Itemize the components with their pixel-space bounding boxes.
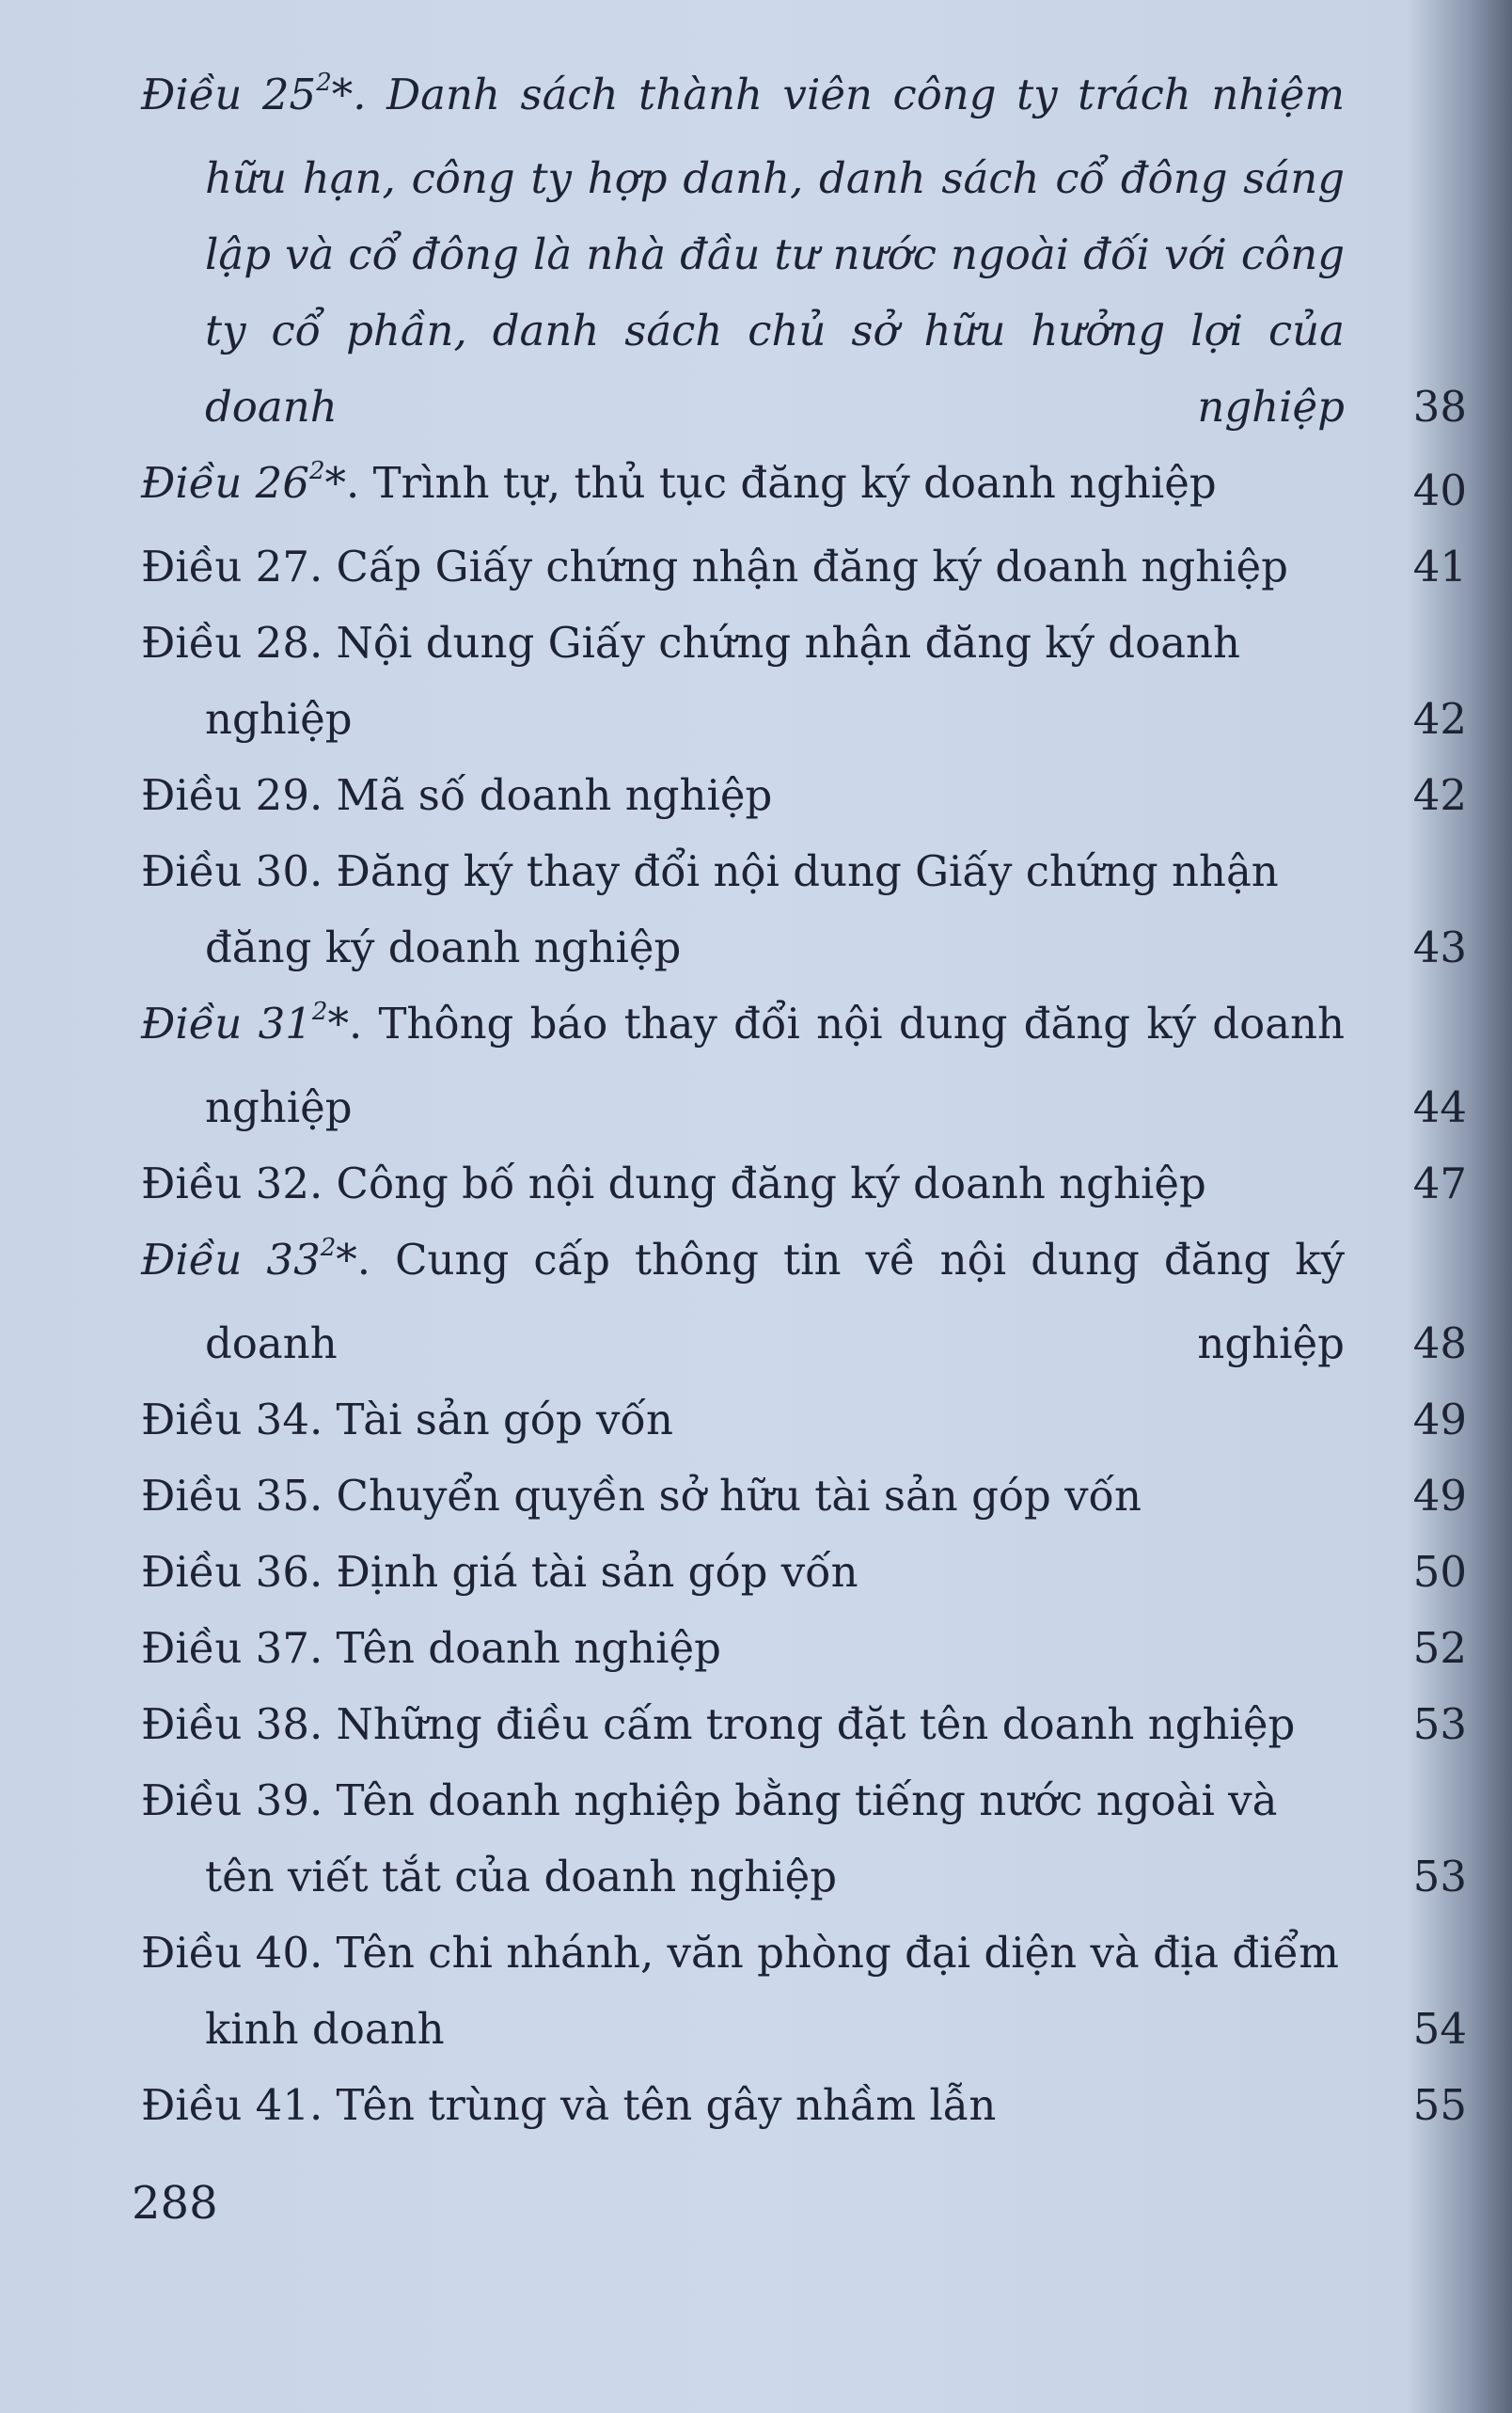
- toc-entry-title: Điều 29. Mã số doanh nghiệp: [141, 770, 773, 820]
- toc-page-number: 49: [1412, 1471, 1467, 1521]
- toc-page-number: 43: [1412, 923, 1467, 972]
- toc-page-number: 42: [1412, 770, 1467, 820]
- article-number: Điều 26: [141, 458, 309, 508]
- toc-entry: [141, 986, 1467, 1145]
- toc-entry-title: [141, 56, 1410, 445]
- article-title: *. Thông báo thay đổi nội dung đăng ký doanh nghiệp: [205, 999, 1345, 1132]
- table-of-contents: [141, 56, 1467, 2143]
- toc-page-number: 52: [1412, 1623, 1467, 1673]
- article-number: Điều 33: [141, 1235, 321, 1285]
- toc-entry: [141, 528, 1467, 605]
- toc-entry-title: Điều 34. Tài sản góp vốn: [141, 1395, 673, 1444]
- page-number: 288: [132, 2177, 218, 2230]
- toc-entry: [141, 2067, 1467, 2143]
- toc-entry-title: [141, 986, 1410, 1145]
- toc-entry-title: Điều 30. Đăng ký thay đổi nội dung Giấy chứng nhận đăng ký doanh nghiệp: [141, 846, 1279, 972]
- toc-entry: [141, 605, 1467, 757]
- toc-page-number: 42: [1412, 694, 1467, 744]
- toc-page-number: 53: [1412, 1852, 1467, 1901]
- toc-entry: [141, 1458, 1467, 1534]
- toc-entry: [141, 757, 1467, 833]
- article-title: *. Danh sách thành viên công ty trách nhiệm hữu hạn, công ty hợp danh, danh sách cổ đông sáng lập và cổ đông là nhà đầu tư nước ngoài đối với công ty cổ phần, danh sách chủ sở hữu hưởng lợi của doanh nghiệp: [205, 70, 1345, 432]
- toc-page-number: 47: [1412, 1159, 1467, 1208]
- toc-entry-title: Điều 40. Tên chi nhánh, văn phòng đại diện và địa điểm kinh doanh: [141, 1928, 1339, 2054]
- toc-entry-title: Điều 32. Công bố nội dung đăng ký doanh nghiệp: [141, 1159, 1206, 1208]
- article-number: Điều 31: [141, 999, 312, 1049]
- toc-page-number: 48: [1412, 1318, 1467, 1368]
- article-title: *. Trình tự, thủ tục đăng ký doanh nghiệp: [324, 458, 1217, 508]
- toc-page-number: 44: [1412, 1082, 1467, 1132]
- toc-entry-title: [141, 445, 1410, 528]
- toc-page-number: 40: [1412, 465, 1467, 515]
- article-number: Điều 25: [141, 70, 317, 119]
- toc-entry: [141, 445, 1467, 528]
- toc-entry-title: Điều 41. Tên trùng và tên gây nhầm lẫn: [141, 2080, 997, 2130]
- toc-entry: [141, 1610, 1467, 1686]
- toc-entry: [141, 56, 1467, 445]
- toc-page-number: 49: [1412, 1395, 1467, 1444]
- amendment-marker: 2: [311, 998, 328, 1026]
- toc-page-number: 54: [1412, 2004, 1467, 2054]
- toc-entry: [141, 1686, 1467, 1762]
- amendment-marker: 2: [316, 69, 332, 97]
- toc-entry: [141, 1222, 1467, 1381]
- toc-entry-title: Điều 27. Cấp Giấy chứng nhận đăng ký doanh nghiệp: [141, 542, 1288, 591]
- toc-entry-title: Điều 28. Nội dung Giấy chứng nhận đăng ký doanh nghiệp: [141, 618, 1240, 744]
- article-title: *. Cung cấp thông tin về nội dung đăng ký doanh nghiệp: [205, 1235, 1345, 1368]
- toc-entry: [141, 833, 1467, 986]
- toc-entry-title: Điều 35. Chuyển quyền sở hữu tài sản góp vốn: [141, 1471, 1142, 1521]
- toc-entry: [141, 1534, 1467, 1610]
- toc-page-number: 53: [1412, 1699, 1467, 1749]
- toc-page-number: 50: [1412, 1547, 1467, 1597]
- toc-page-number: 55: [1412, 2080, 1467, 2130]
- toc-entry: [141, 1915, 1467, 2067]
- toc-entry: [141, 1381, 1467, 1458]
- toc-entry-title: Điều 36. Định giá tài sản góp vốn: [141, 1547, 858, 1597]
- amendment-marker: 2: [308, 457, 325, 485]
- toc-page-number: 38: [1412, 382, 1467, 432]
- toc-entry: [141, 1762, 1467, 1915]
- toc-entry-title: Điều 38. Những điều cấm trong đặt tên doanh nghiệp: [141, 1699, 1296, 1749]
- toc-entry-title: [141, 1222, 1410, 1381]
- toc-entry-title: Điều 39. Tên doanh nghiệp bằng tiếng nước ngoài và tên viết tắt của doanh nghiệp: [141, 1775, 1278, 1901]
- amendment-marker: 2: [320, 1234, 337, 1262]
- toc-entry: [141, 1145, 1467, 1222]
- toc-page-number: 41: [1412, 542, 1467, 591]
- toc-entry-title: Điều 37. Tên doanh nghiệp: [141, 1623, 721, 1673]
